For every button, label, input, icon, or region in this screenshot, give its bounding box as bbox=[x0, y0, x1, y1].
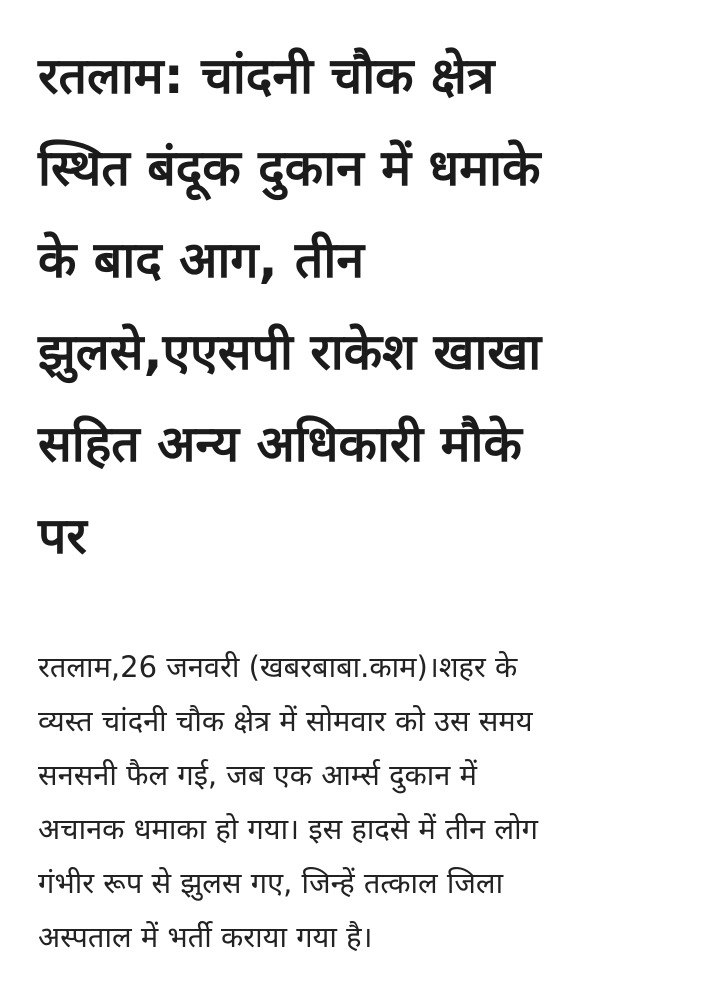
article-body bbox=[38, 640, 688, 964]
body-line: व्यस्त चांदनी चौक क्षेत्र में सोमवार को उस समय bbox=[38, 704, 533, 738]
headline-line: सहित अन्य अधिकारी मौके bbox=[38, 415, 522, 473]
body-line: रतलाम,26 जनवरी (खबरबाबा.काम)।शहर के bbox=[38, 650, 518, 684]
body-line: अस्पताल में भर्ती कराया गया है। bbox=[38, 920, 373, 954]
headline-line: झुलसे,एएसपी राकेश खाखा bbox=[38, 323, 542, 381]
body-line: सनसनी फैल गई, जब एक आर्म्स दुकान में bbox=[38, 758, 477, 792]
article-headline bbox=[38, 30, 688, 582]
body-line: गंभीर रूप से झुलस गए, जिन्हें तत्काल जिला bbox=[38, 866, 504, 900]
headline-line: पर bbox=[38, 507, 87, 565]
headline-line: स्थित बंदूक दुकान में धमाके bbox=[38, 139, 541, 197]
body-line: अचानक धमाका हो गया। इस हादसे में तीन लोग bbox=[38, 812, 538, 846]
headline-line: के बाद आग, तीन bbox=[38, 231, 365, 289]
article bbox=[38, 30, 688, 582]
headline-line: रतलाम: चांदनी चौक क्षेत्र bbox=[38, 47, 495, 105]
